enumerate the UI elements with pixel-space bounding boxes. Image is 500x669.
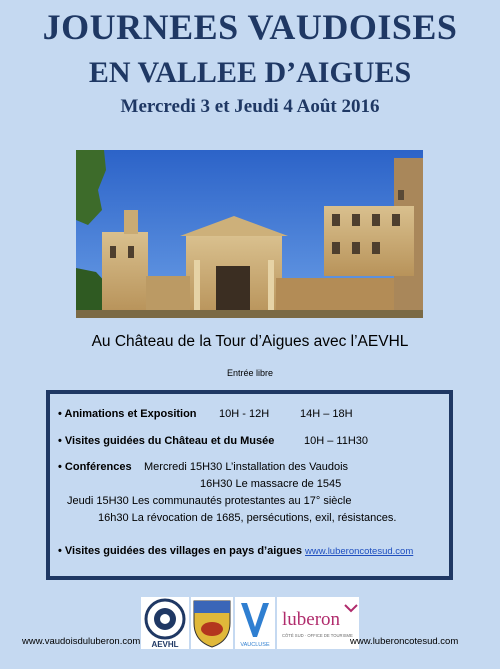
item-label: Visites guidées des villages en pays d’aigues bbox=[64, 545, 302, 557]
luberon-link[interactable]: www.luberoncotesud.com bbox=[305, 546, 414, 557]
aevhl-logo bbox=[141, 597, 189, 649]
entree-libre: Entrée libre bbox=[226, 368, 274, 378]
event-date: Mercredi 3 et Jeudi 4 Août 2016 bbox=[120, 96, 380, 117]
footer-url-left[interactable]: www.vaudoisduluberon.com bbox=[22, 636, 141, 647]
bullet-icon: • bbox=[58, 461, 62, 473]
conf-line-3: Jeudi 15H30 Les communautés protestantes au 17° siècle bbox=[67, 495, 352, 507]
aevhl-logo-text: AEVHL bbox=[151, 640, 179, 649]
vaucluse-logo bbox=[235, 597, 275, 649]
conf-line-4: 16h30 La révocation de 1685, persécutions, exil, résistances. bbox=[98, 512, 397, 524]
item2-time: 10H – 11H30 bbox=[304, 435, 369, 447]
item-label: Conférences bbox=[64, 461, 132, 473]
title-line-1: JOURNEES VAUDOISES bbox=[42, 7, 458, 47]
luberon-logo-text: luberon bbox=[282, 609, 341, 630]
item1-time2: 14H – 18H bbox=[300, 408, 353, 420]
bullet-icon: • bbox=[58, 545, 62, 557]
program-item-animations bbox=[58, 408, 197, 420]
subtitle: Au Château de la Tour d’Aigues avec l’AEVHL bbox=[91, 333, 409, 350]
shield-logo bbox=[191, 597, 233, 649]
conf-line-2: 16H30 Le massacre de 1545 bbox=[200, 478, 342, 490]
chateau-photo bbox=[76, 150, 423, 318]
chateau-photo-svg bbox=[76, 150, 423, 318]
program-item-visites bbox=[58, 435, 274, 447]
vaucluse-logo-text: VAUCLUSE bbox=[240, 642, 270, 648]
conf-line-1: Mercredi 15H30 L’installation des Vaudois bbox=[144, 461, 349, 473]
program-item-conferences bbox=[58, 461, 132, 473]
title-line-2: EN VALLEE D’AIGUES bbox=[88, 56, 412, 89]
luberon-logo bbox=[277, 597, 359, 649]
item-label: Visites guidées du Château et du Musée bbox=[64, 435, 275, 447]
item-label: Animations et Exposition bbox=[64, 408, 197, 420]
item1-time1: 10H - 12H bbox=[219, 408, 270, 420]
partner-logos bbox=[141, 597, 359, 650]
program-box bbox=[46, 390, 453, 580]
footer-url-right[interactable]: www.luberoncotesud.com bbox=[350, 636, 459, 647]
luberon-logo-subtext: CÔTÉ SUD · OFFICE DE TOURISME bbox=[282, 633, 353, 638]
program-item-villages bbox=[58, 545, 413, 557]
bullet-icon: • bbox=[58, 435, 62, 447]
bullet-icon: • bbox=[58, 408, 62, 420]
